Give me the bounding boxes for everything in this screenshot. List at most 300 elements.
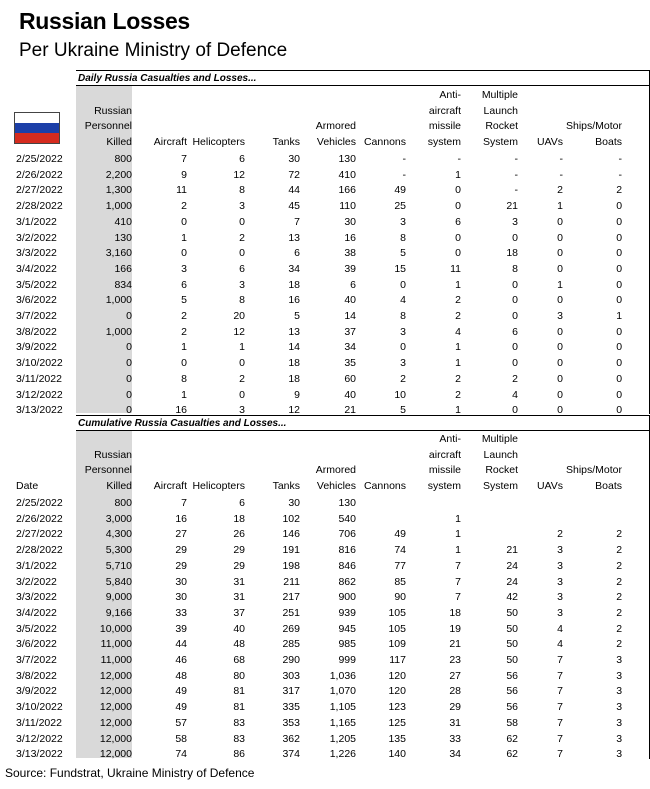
daily-cell-cannons: 0 xyxy=(400,278,406,291)
daily-cell-uavs: 3 xyxy=(557,310,563,323)
cumulative-cell-mlrs: 56 xyxy=(506,669,518,682)
cumulative-cell-armored-vehicles: 706 xyxy=(338,528,356,541)
cumulative-header-date: Date xyxy=(16,479,39,492)
daily-cell-mlrs: 0 xyxy=(512,278,518,291)
cumulative-cell-cannons: 135 xyxy=(388,732,406,745)
cumulative-cell-aa-missile: 7 xyxy=(455,559,461,572)
table-row xyxy=(13,309,625,325)
daily-cell-armored-vehicles: 21 xyxy=(344,404,356,417)
cumulative-cell-helicopters: 31 xyxy=(233,575,245,588)
table-row xyxy=(13,215,625,231)
daily-cell-mlrs: 18 xyxy=(506,247,518,260)
cumulative-cell-aa-missile: 1 xyxy=(455,512,461,525)
daily-cell-ships: 0 xyxy=(616,262,623,275)
cumulative-cell-mlrs xyxy=(464,512,521,528)
daily-cell-date: 3/3/2022 xyxy=(16,247,57,260)
cumulative-cell-personnel: 800 xyxy=(114,497,132,509)
daily-cell-aa-missile: 1 xyxy=(455,341,461,354)
table-row xyxy=(13,325,625,341)
daily-cell-helicopters: 12 xyxy=(233,168,245,181)
daily-cell-personnel: 0 xyxy=(126,388,132,401)
daily-cell-aa-missile: 0 xyxy=(455,247,461,260)
daily-cell-ships: 1 xyxy=(616,310,623,323)
table-row xyxy=(13,669,625,685)
daily-cell-helicopters: 2 xyxy=(239,231,245,244)
cumulative-cell-uavs: 3 xyxy=(557,606,563,619)
cumulative-cell-date: 3/1/2022 xyxy=(16,559,57,572)
cumulative-cell-aa-missile: 1 xyxy=(455,528,461,541)
daily-cell-armored-vehicles: 110 xyxy=(339,200,356,213)
daily-cell-mlrs: 0 xyxy=(512,310,518,323)
cumulative-cell-tanks: 353 xyxy=(282,716,300,729)
cumulative-cell-date: 3/9/2022 xyxy=(16,685,57,698)
daily-cell-tanks: 30 xyxy=(288,153,300,165)
daily-cell-personnel: 1,300 xyxy=(105,184,132,197)
cumulative-cell-mlrs: 62 xyxy=(506,732,518,745)
cumulative-cell-uavs xyxy=(521,496,566,512)
daily-cell-uavs: 0 xyxy=(557,294,563,307)
cumulative-cell-date: 3/7/2022 xyxy=(16,654,57,667)
daily-cell-tanks: 45 xyxy=(288,200,300,213)
cumulative-cell-cannons: 85 xyxy=(394,575,406,588)
cumulative-cell-ships: 3 xyxy=(616,685,623,698)
table-row xyxy=(13,340,625,356)
daily-cell-personnel: 0 xyxy=(126,310,132,323)
daily-cell-aircraft: 11 xyxy=(176,184,187,197)
cumulative-cell-aircraft: 49 xyxy=(175,685,187,698)
daily-cell-tanks: 18 xyxy=(288,357,300,370)
cumulative-cell-mlrs: 56 xyxy=(506,685,518,698)
daily-cell-mlrs: 6 xyxy=(512,325,518,338)
cumulative-cell-aircraft: 27 xyxy=(175,528,187,541)
cumulative-cell-aa-missile: 29 xyxy=(449,701,461,714)
cumulative-cell-aa-missile: 18 xyxy=(449,606,461,619)
daily-cell-cannons: 8 xyxy=(400,231,406,244)
cumulative-cell-date: 3/4/2022 xyxy=(16,606,57,619)
daily-cell-ships: 0 xyxy=(616,231,623,244)
cumulative-cell-aircraft: 46 xyxy=(175,654,187,667)
table-row xyxy=(13,512,625,528)
table-row xyxy=(13,606,625,622)
cumulative-cell-aa-missile: 23 xyxy=(449,654,461,667)
daily-cell-tanks: 7 xyxy=(294,215,300,228)
cumulative-cell-uavs: 7 xyxy=(557,685,563,698)
cumulative-cell-aircraft: 49 xyxy=(175,701,187,714)
cumulative-cell-cannons: 117 xyxy=(389,654,406,667)
daily-cell-ships: 0 xyxy=(616,325,623,338)
daily-cell-mlrs: 8 xyxy=(512,262,518,275)
cumulative-cell-mlrs: 24 xyxy=(506,559,518,572)
cumulative-cell-armored-vehicles: 1,105 xyxy=(329,701,356,714)
daily-cell-armored-vehicles: 35 xyxy=(344,357,356,370)
daily-cell-personnel: 1,000 xyxy=(105,325,132,338)
daily-cell-ships: 0 xyxy=(616,294,623,307)
cumulative-cell-armored-vehicles: 1,165 xyxy=(329,716,356,729)
cumulative-cell-armored-vehicles: 816 xyxy=(338,544,356,557)
cumulative-cell-uavs xyxy=(521,512,566,528)
daily-cell-uavs: - xyxy=(559,153,563,165)
daily-header-armored-vehicles: Armored Vehicles xyxy=(315,120,356,148)
table-row xyxy=(13,732,625,748)
daily-cell-uavs: 1 xyxy=(557,278,563,291)
cumulative-cell-tanks: 217 xyxy=(282,591,300,604)
cumulative-cell-ships: 3 xyxy=(616,732,623,745)
daily-cell-uavs: 1 xyxy=(557,200,563,213)
cumulative-cell-uavs: 3 xyxy=(557,544,563,557)
cumulative-cell-aa-missile: 27 xyxy=(449,669,461,682)
cumulative-cell-mlrs xyxy=(464,496,521,512)
cumulative-cell-cannons: 105 xyxy=(388,622,406,635)
daily-cell-aircraft: 1 xyxy=(181,341,187,354)
daily-cell-armored-vehicles: 60 xyxy=(344,372,356,385)
cumulative-cell-helicopters: 81 xyxy=(233,701,245,714)
daily-cell-cannons: 5 xyxy=(400,404,406,417)
table-row xyxy=(13,575,625,591)
cumulative-cell-personnel: 9,166 xyxy=(105,606,132,619)
cumulative-cell-personnel: 4,300 xyxy=(105,528,132,541)
daily-cell-tanks: 72 xyxy=(288,168,300,181)
daily-cell-ships: - xyxy=(618,153,623,165)
daily-cell-armored-vehicles: 130 xyxy=(338,153,356,165)
cumulative-cell-ships: 2 xyxy=(616,606,623,619)
daily-cell-aircraft: 0 xyxy=(181,247,187,260)
cumulative-header-mlrs: Multiple Launch Rocket System xyxy=(481,433,518,492)
cumulative-cell-tanks: 146 xyxy=(282,528,300,541)
daily-cell-mlrs: - xyxy=(514,168,518,181)
daily-cell-armored-vehicles: 40 xyxy=(344,388,356,401)
cumulative-cell-mlrs xyxy=(464,527,521,543)
daily-section-top-rule xyxy=(76,70,650,71)
daily-cell-aircraft: 5 xyxy=(181,294,187,307)
daily-cell-aircraft: 8 xyxy=(181,372,187,385)
daily-cell-date: 2/26/2022 xyxy=(16,168,63,181)
daily-header-aa-missile: Anti-aircraft missile system xyxy=(427,89,461,148)
cumulative-cell-uavs: 2 xyxy=(557,528,563,541)
cumulative-cell-cannons: 49 xyxy=(394,528,406,541)
daily-cell-personnel: 0 xyxy=(126,372,132,385)
daily-cell-aa-missile: 2 xyxy=(455,310,461,323)
cumulative-cell-mlrs: 58 xyxy=(506,716,518,729)
cumulative-cell-aircraft: 7 xyxy=(181,497,187,509)
daily-cell-date: 3/5/2022 xyxy=(16,278,57,291)
daily-cell-tanks: 14 xyxy=(288,341,300,354)
daily-cell-helicopters: 0 xyxy=(239,247,245,260)
daily-cell-cannons: 3 xyxy=(400,357,406,370)
daily-cell-date: 3/7/2022 xyxy=(16,310,57,323)
cumulative-cell-helicopters: 29 xyxy=(233,559,245,572)
cumulative-cell-uavs: 4 xyxy=(557,622,563,635)
cumulative-cell-helicopters: 83 xyxy=(233,716,245,729)
cumulative-cell-aa-missile: 1 xyxy=(455,544,461,557)
daily-cell-helicopters: 8 xyxy=(239,184,245,197)
cumulative-header-armored-vehicles: Armored Vehicles xyxy=(315,464,356,492)
daily-cell-tanks: 9 xyxy=(294,388,300,401)
daily-cell-uavs: 0 xyxy=(557,357,563,370)
cumulative-cell-armored-vehicles: 900 xyxy=(338,591,356,604)
cumulative-cell-tanks: 191 xyxy=(282,544,300,557)
table-row xyxy=(13,388,625,404)
daily-cell-uavs: 0 xyxy=(557,325,563,338)
cumulative-cell-helicopters: 80 xyxy=(233,669,245,682)
daily-cell-cannons: 0 xyxy=(400,341,406,354)
daily-cell-aa-missile: 1 xyxy=(455,404,461,417)
table-row xyxy=(13,543,625,559)
daily-cell-helicopters: 6 xyxy=(239,153,245,165)
cumulative-cell-tanks: 374 xyxy=(282,748,300,761)
daily-cell-helicopters: 0 xyxy=(239,215,245,228)
daily-cell-mlrs: - xyxy=(514,153,518,165)
daily-cell-date: 3/11/2022 xyxy=(16,372,62,385)
cumulative-cell-cannons: 125 xyxy=(388,716,406,729)
daily-cell-mlrs: 0 xyxy=(512,294,518,307)
cumulative-cell-mlrs: 50 xyxy=(506,654,518,667)
cumulative-cell-date: 2/28/2022 xyxy=(16,544,63,557)
daily-cell-helicopters: 12 xyxy=(233,325,245,338)
table-row xyxy=(13,152,625,168)
daily-cell-uavs: 0 xyxy=(557,247,563,260)
daily-cell-helicopters: 8 xyxy=(239,294,245,307)
cumulative-cell-cannons: 120 xyxy=(388,669,406,682)
cumulative-cell-armored-vehicles: 1,070 xyxy=(329,685,356,698)
daily-cell-date: 3/10/2022 xyxy=(16,357,63,370)
cumulative-section-title: Cumulative Russia Casualties and Losses... xyxy=(78,418,287,429)
daily-header-personnel: Russian Personnel Killed xyxy=(84,104,132,148)
table-row xyxy=(13,356,625,372)
cumulative-cell-aircraft: 58 xyxy=(175,732,187,745)
daily-cell-cannons: 15 xyxy=(394,262,406,275)
daily-cell-date: 3/2/2022 xyxy=(16,231,57,244)
daily-cell-ships: 0 xyxy=(616,341,623,354)
cumulative-cell-personnel: 12,000 xyxy=(99,685,132,698)
daily-cell-mlrs: 3 xyxy=(512,215,518,228)
cumulative-cell-uavs: 7 xyxy=(557,701,563,714)
daily-cell-helicopters: 3 xyxy=(239,404,245,417)
table-row xyxy=(13,372,625,388)
cumulative-cell-aircraft: 48 xyxy=(175,669,187,682)
cumulative-header-row xyxy=(13,432,625,496)
daily-cell-ships: - xyxy=(618,168,623,181)
daily-header-tanks: Tanks xyxy=(272,135,300,148)
cumulative-cell-date: 2/26/2022 xyxy=(16,512,63,525)
cumulative-cell-date: 3/12/2022 xyxy=(16,732,63,745)
cumulative-cell-personnel: 10,000 xyxy=(99,622,132,635)
cumulative-cell-date: 3/8/2022 xyxy=(16,669,57,682)
daily-cell-helicopters: 0 xyxy=(239,388,245,401)
daily-cell-cannons: 4 xyxy=(400,294,406,307)
daily-cell-ships: 0 xyxy=(616,247,623,260)
daily-cell-aircraft: 2 xyxy=(181,310,187,323)
daily-losses-table xyxy=(13,88,625,419)
cumulative-cell-helicopters: 86 xyxy=(233,748,245,761)
cumulative-cell-uavs: 7 xyxy=(557,654,563,667)
cumulative-cell-uavs: 3 xyxy=(557,559,563,572)
daily-cell-aircraft: 6 xyxy=(181,278,187,291)
cumulative-cell-aircraft: 30 xyxy=(175,575,187,588)
daily-cell-armored-vehicles: 34 xyxy=(344,341,356,354)
cumulative-cell-personnel: 5,710 xyxy=(105,559,132,572)
daily-cell-aircraft: 16 xyxy=(175,404,187,417)
daily-cell-ships: 0 xyxy=(616,388,623,401)
daily-cell-cannons: 5 xyxy=(400,247,406,260)
cumulative-cell-cannons: 140 xyxy=(388,748,406,761)
daily-cell-aa-missile: 11 xyxy=(450,262,461,275)
daily-cell-uavs: - xyxy=(559,168,563,181)
daily-cell-aa-missile: 1 xyxy=(455,168,461,181)
table-row xyxy=(13,700,625,716)
table-row xyxy=(13,168,625,184)
cumulative-cell-tanks: 30 xyxy=(288,497,300,509)
cumulative-cell-helicopters: 81 xyxy=(233,685,245,698)
daily-cell-personnel: 800 xyxy=(114,153,132,165)
table-row xyxy=(13,590,625,606)
daily-cell-uavs: 0 xyxy=(557,341,563,354)
daily-cell-mlrs: 21 xyxy=(506,200,518,213)
cumulative-cell-aircraft: 30 xyxy=(175,591,187,604)
cumulative-cell-aa-missile: 33 xyxy=(449,732,461,745)
cumulative-header-uavs: UAVs xyxy=(536,479,563,492)
daily-cell-cannons: 3 xyxy=(400,215,406,228)
cumulative-cell-helicopters: 37 xyxy=(233,606,245,619)
daily-cell-personnel: 0 xyxy=(126,341,132,354)
table-row xyxy=(13,559,625,575)
cumulative-cell-personnel: 12,000 xyxy=(99,669,132,682)
cumulative-header-helicopters: Helicopters xyxy=(192,479,245,492)
daily-cell-date: 3/12/2022 xyxy=(16,388,63,401)
cumulative-cell-personnel: 5,300 xyxy=(105,544,132,557)
cumulative-cell-ships: 2 xyxy=(616,575,623,588)
daily-cell-cannons: 3 xyxy=(400,325,406,338)
daily-cell-personnel: 410 xyxy=(114,215,132,228)
daily-cell-armored-vehicles: 39 xyxy=(344,262,356,275)
cumulative-cell-tanks: 211 xyxy=(283,575,300,588)
daily-cell-helicopters: 20 xyxy=(233,310,245,323)
daily-cell-helicopters: 6 xyxy=(239,262,245,275)
cumulative-cell-uavs: 3 xyxy=(557,575,563,588)
daily-cell-tanks: 5 xyxy=(294,310,300,323)
table-row xyxy=(13,183,625,199)
daily-cell-mlrs: 0 xyxy=(512,341,518,354)
cumulative-cell-armored-vehicles: 1,226 xyxy=(329,748,356,761)
cumulative-cell-cannons: 120 xyxy=(388,685,406,698)
cumulative-cell-armored-vehicles: 939 xyxy=(338,606,356,619)
cumulative-cell-ships: 3 xyxy=(616,654,623,667)
daily-cell-cannons: 8 xyxy=(400,310,406,323)
cumulative-cell-tanks: 317 xyxy=(282,685,300,698)
daily-cell-mlrs: - xyxy=(514,184,518,197)
cumulative-cell-armored-vehicles: 945 xyxy=(338,622,356,635)
cumulative-cell-armored-vehicles: 540 xyxy=(338,512,356,525)
daily-cell-ships: 0 xyxy=(616,372,623,385)
daily-cell-mlrs: 2 xyxy=(512,372,518,385)
cumulative-cell-aircraft: 29 xyxy=(175,544,187,557)
cumulative-cell-personnel: 12,000 xyxy=(99,748,132,761)
daily-cell-aircraft: 0 xyxy=(181,357,187,370)
daily-cell-helicopters: 2 xyxy=(239,372,245,385)
daily-cell-tanks: 16 xyxy=(288,294,300,307)
cumulative-cell-armored-vehicles: 1,205 xyxy=(329,732,356,745)
daily-header-mlrs: Multiple Launch Rocket System xyxy=(481,89,518,148)
cumulative-section-header-rule xyxy=(76,430,650,431)
cumulative-cell-ships: 3 xyxy=(616,669,623,682)
cumulative-cell-armored-vehicles: 999 xyxy=(338,654,356,667)
cumulative-cell-date: 3/13/2022 xyxy=(16,748,63,761)
daily-cell-helicopters: 0 xyxy=(239,357,245,370)
daily-header-ships: Ships/Motor Boats xyxy=(566,120,623,148)
cumulative-cell-aircraft: 57 xyxy=(175,716,187,729)
daily-cell-armored-vehicles: 37 xyxy=(344,325,356,338)
cumulative-cell-tanks: 251 xyxy=(282,606,300,619)
daily-cell-aa-missile: 2 xyxy=(455,372,461,385)
table-row xyxy=(13,653,625,669)
daily-header-cannons: Cannons xyxy=(363,135,406,148)
cumulative-cell-ships xyxy=(566,496,625,512)
daily-cell-cannons: - xyxy=(402,168,406,181)
daily-cell-cannons: 49 xyxy=(394,184,406,197)
daily-cell-date: 2/28/2022 xyxy=(16,200,63,213)
cumulative-cell-tanks: 285 xyxy=(282,638,300,651)
daily-cell-aircraft: 2 xyxy=(181,325,187,338)
daily-cell-mlrs: 4 xyxy=(512,388,518,401)
daily-cell-personnel: 0 xyxy=(126,404,132,417)
daily-cell-tanks: 12 xyxy=(288,404,300,417)
daily-cell-tanks: 34 xyxy=(288,262,300,275)
cumulative-cell-tanks: 362 xyxy=(282,732,300,745)
cumulative-cell-personnel: 12,000 xyxy=(99,716,132,729)
table-row xyxy=(13,231,625,247)
cumulative-cell-cannons xyxy=(359,512,409,528)
cumulative-cell-cannons: 90 xyxy=(394,591,406,604)
daily-cell-uavs: 0 xyxy=(557,231,563,244)
cumulative-cell-tanks: 102 xyxy=(282,512,300,525)
cumulative-cell-date: 3/2/2022 xyxy=(16,575,57,588)
daily-cell-uavs: 0 xyxy=(557,262,563,275)
daily-cell-mlrs: 0 xyxy=(512,404,518,417)
daily-cell-tanks: 18 xyxy=(288,278,300,291)
cumulative-cell-ships: 2 xyxy=(616,544,623,557)
daily-cell-aircraft: 1 xyxy=(181,231,187,244)
daily-cell-aa-missile: - xyxy=(457,153,461,165)
daily-cell-personnel: 3,160 xyxy=(105,247,132,260)
cumulative-header-tanks: Tanks xyxy=(272,479,300,492)
cumulative-cell-ships: 3 xyxy=(616,748,623,761)
cumulative-cell-ships: 3 xyxy=(616,716,623,729)
daily-cell-armored-vehicles: 166 xyxy=(338,184,356,197)
daily-cell-date: 3/1/2022 xyxy=(16,215,57,228)
daily-cell-helicopters: 3 xyxy=(239,278,245,291)
cumulative-cell-personnel: 9,000 xyxy=(105,591,132,604)
daily-header-uavs: UAVs xyxy=(536,135,563,148)
daily-cell-date: 2/27/2022 xyxy=(16,184,63,197)
daily-cell-ships: 0 xyxy=(616,404,623,417)
daily-cell-armored-vehicles: 16 xyxy=(344,231,356,244)
table-row xyxy=(13,716,625,732)
daily-cell-armored-vehicles: 38 xyxy=(344,247,356,260)
cumulative-cell-ships: 3 xyxy=(616,701,623,714)
cumulative-cell-helicopters: 68 xyxy=(233,654,245,667)
table-row xyxy=(13,199,625,215)
cumulative-header-ships: Ships/Motor Boats xyxy=(566,464,623,492)
daily-cell-cannons: - xyxy=(402,153,406,165)
daily-cell-aa-missile: 2 xyxy=(455,294,461,307)
cumulative-cell-helicopters: 83 xyxy=(233,732,245,745)
cumulative-cell-personnel: 11,000 xyxy=(100,654,132,667)
cumulative-cell-helicopters: 31 xyxy=(233,591,245,604)
daily-cell-personnel: 1,000 xyxy=(105,200,132,213)
daily-cell-personnel: 166 xyxy=(114,262,132,275)
cumulative-cell-date: 3/3/2022 xyxy=(16,591,57,604)
daily-cell-ships: 2 xyxy=(616,184,623,197)
daily-cell-uavs: 0 xyxy=(557,215,563,228)
